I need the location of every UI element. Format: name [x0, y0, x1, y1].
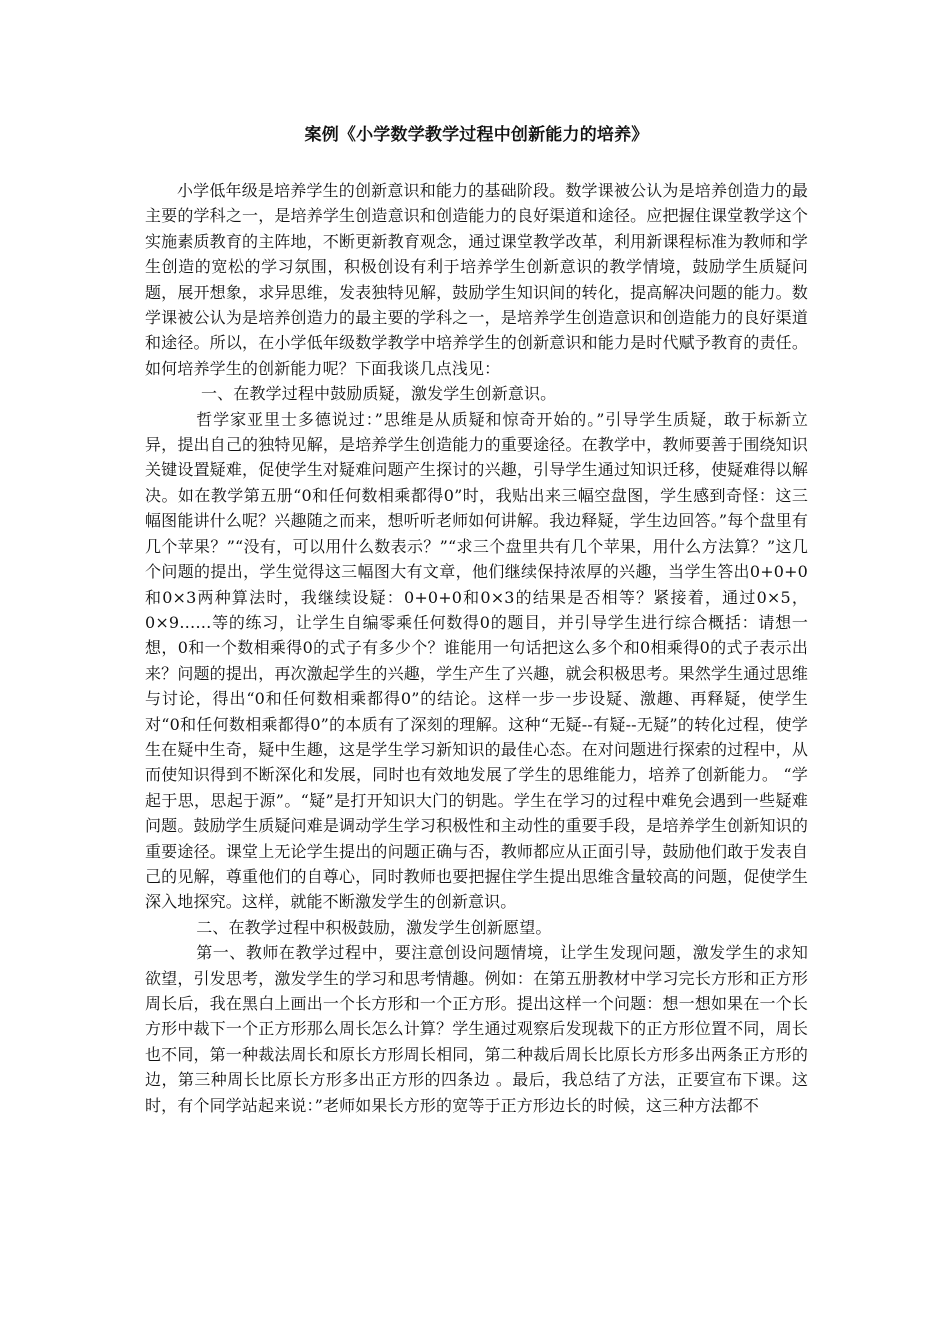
document-title: 案例《小学数学教学过程中创新能力的培养》: [304, 125, 649, 145]
section-2-paragraph: 第一、教师在教学过程中，要注意创设问题情境，让学生发现问题，激发学生的求知欲望，引发思考，激发学生的学习和思考情趣。例如：在第五册教材中学习完长方形和正方形周长后，我在黑白上画出一个长方形和一个正方形。提出这样一个问题：想一想如果在一个长方形中裁下一个正方形那么周长怎么计算？学生通过观察后发现裁下的正方形位置不同，周长也不同，第一种裁法周长和原长方形周长相同，第二种裁后周长比原长方形多出两条正方形的边，第三种周长比原长方形多出正方形的四条边 。最后，我总结了方法，正要宣布下课。这时，有个同学站起来说：”老师如果长方形的宽等于正方形边长的时候，这三种方法都不: [145, 943, 808, 1115]
intro-paragraph: 小学低年级是培养学生的创新意识和能力的基础阶段。数学课被公认为是培养创造力的最主要的学科之一，是培养学生创造意识和创造能力的良好渠道和途径。应把握住课堂教学这个实施素质教育的主阵地，不断更新教育观念，通过课堂教学改革，利用新课程标准为教师和学生创造的宽松的学习氛围，积极创设有利于培养学生创新意识的教学情境，鼓励学生质疑问题，展开想象，求异思维，发表独特见解，鼓励学生知识间的转化，提高解决问题的能力。数学课被公认为是培养创造力的最主要的学科之一，是培养学生创造意识和创造能力的良好渠道和途径。所以，在小学低年级数学教学中培养学生的创新意识和能力是时代赋予教育的责任。如何培养学生的创新能力呢？下面我谈几点浅见：: [145, 181, 808, 378]
document-page: [145, 120, 808, 1118]
section-1-paragraph: 哲学家亚里士多德说过：”思维是从质疑和惊奇开始的。”引导学生质疑，敢于标新立异，提出自己的独特见解，是培养学生创造能力的重要途径。在教学中，教师要善于围绕知识关键设置疑难，促使学生对疑难问题产生探讨的兴趣，引导学生通过知识迁移，使疑难得以解决。如在教学第五册“0和任何数相乘都得0”时，我贴出来三幅空盘图，学生感到奇怪：这三幅图能讲什么呢？兴趣随之而来，想听听老师如何讲解。我边释疑，学生边回答。”每个盘里有几个苹果？”“没有，可以用什么数表示？”“求三个盘里共有几个苹果，用什么方法算？”这几个问题的提出，学生觉得这三幅图大有文章，他们继续保持浓厚的兴趣，当学生答出0+0+0和0×3两种算法时，我继续设疑：0+0+0和0×3的结果是否相等？紧接着，通过0×5，0×9……等的练习，让学生自编零乘任何数得0的题目，并引导学生进行综合概括：请想一想，0和一个数相乘得0的式子有多少个？谁能用一句话把这么多个和0相乘得0的式子表示出来？问题的提出，再次激起学生的兴趣，学生产生了兴趣，就会积极思考。果然学生通过思维与讨论，得出“0和任何数相乘都得0”的结论。这样一步一步设疑、激趣、再释疑，使学生对“0和任何数相乘都得0”的本质有了深刻的理解。这种“无疑--有疑--无疑”的转化过程，使学生在疑中生奇，疑中生趣，这是学生学习新知识的最佳心态。在对问题进行探索的过程中，从而使知识得到不断深化和发展，同时也有效地发展了学生的思维能力，培养了创新能力。 “学起于思，思起于源”。“疑”是打开知识大门的钥匙。学生在学习的过程中难免会遇到一些疑难问题。鼓励学生质疑问难是调动学生学习积极性和主动性的重要手段，是培养学生创新知识的重要途径。课堂上无论学生提出的问题正确与否，教师都应从正面引导，鼓励他们敢于发表自己的见解，尊重他们的自尊心，同时教师也要把握住学生提出思维含量较高的问题，促使学生深入地探究。这样，就能不断激发学生的创新意识。: [145, 409, 808, 912]
section-heading-2: 二、在教学过程中积极鼓励，激发学生创新愿望。: [196, 917, 552, 937]
section-heading-1: 一、在教学过程中鼓励质疑，激发学生创新意识。: [201, 384, 557, 404]
